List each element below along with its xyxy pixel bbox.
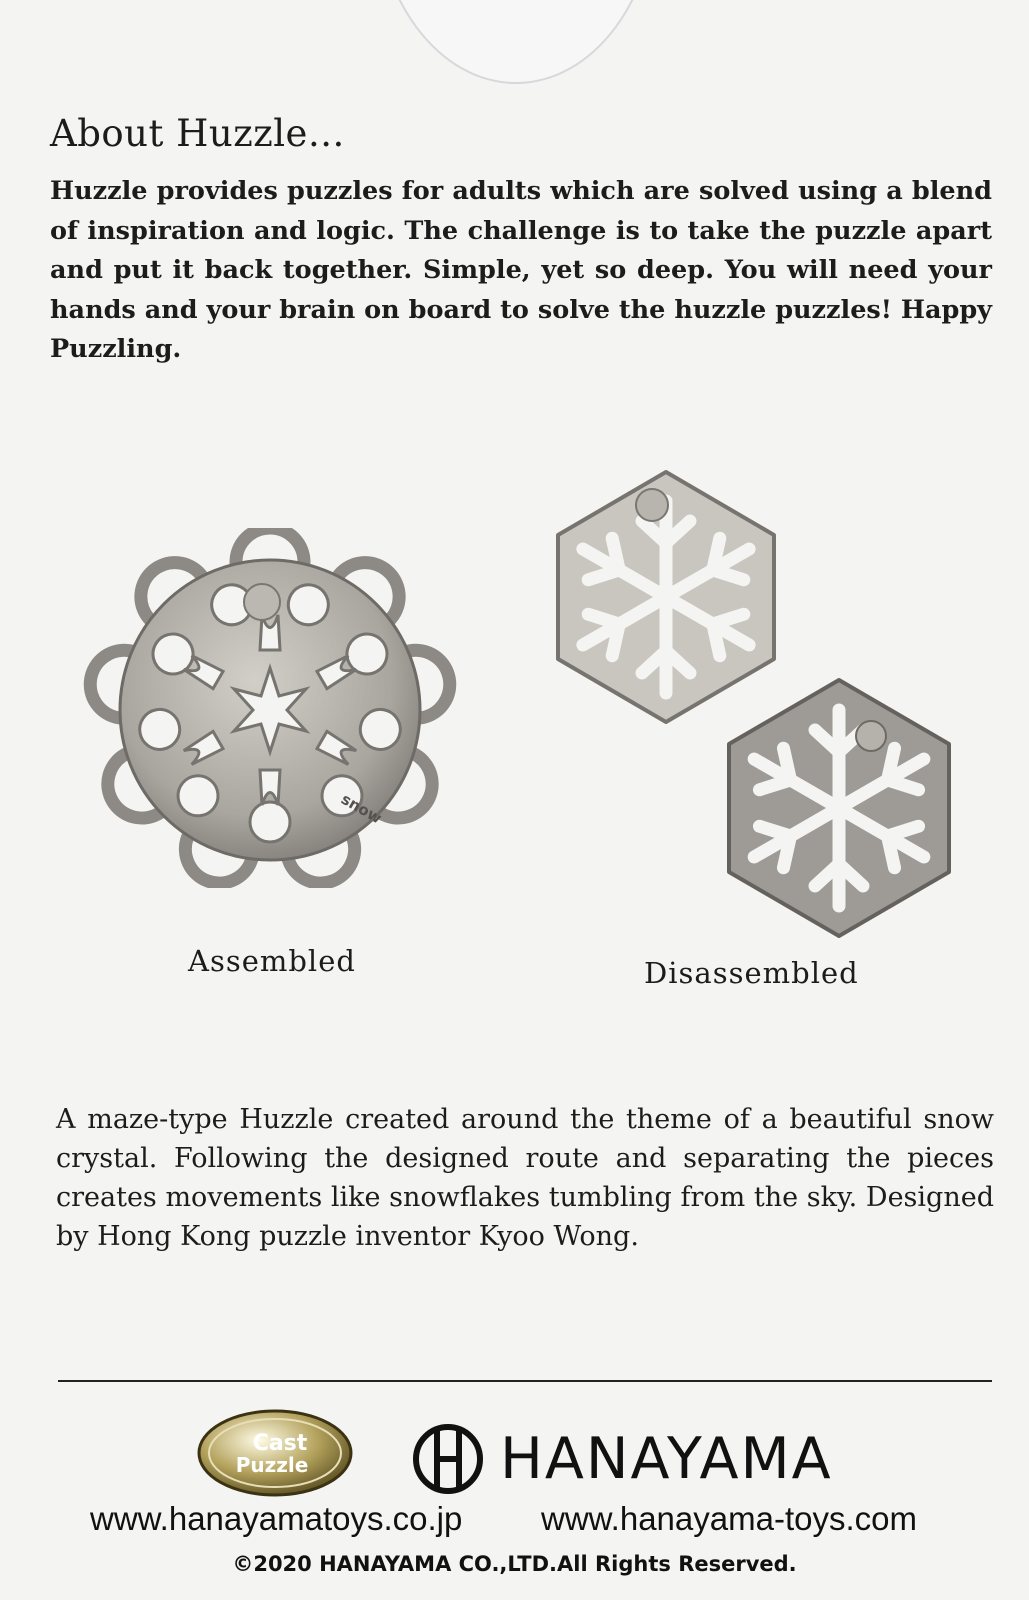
url-international[interactable]: www.hanayama-toys.com [541,1500,917,1537]
disassembled-caption: Disassembled [644,956,859,990]
disassembled-piece-bottom [708,670,970,946]
copyright: ©2020 HANAYAMA CO.,LTD.All Rights Reserved. [232,1552,797,1576]
svg-text:Puzzle: Puzzle [235,1453,309,1477]
assembled-puzzle-photo [70,528,470,888]
brand-name: HANAYAMA [500,1426,833,1492]
about-title: About Huzzle... [50,112,345,155]
hang-hole-cutout [374,0,658,84]
hanayama-brand [412,1418,833,1500]
hanayama-emblem-icon [412,1423,484,1495]
svg-text:Cast: Cast [252,1431,308,1456]
assembled-engraving: snow [338,789,385,828]
cast-puzzle-logo [196,1408,354,1498]
url-japan[interactable]: www.hanayamatoys.co.jp [90,1500,463,1537]
footer-divider [58,1380,992,1382]
about-paragraph: Huzzle provides puzzles for adults which are solved using a blend of inspiration and logic. The challenge is to take the puzzle apart and put it back together. Simple, yet so deep. You will need your hands and your brain on board to solve the huzzle puzzles! Happy Puzzling. [50,176,992,364]
assembled-caption: Assembled [188,944,356,978]
puzzle-description: A maze-type Huzzle created around the theme of a beautiful snow crystal. Following the designed route and separating the pieces creates movements like snowflakes tumbling from the sky. Designed by Hong Kong puzzle inventor Kyoo Wong. [56,1104,994,1252]
